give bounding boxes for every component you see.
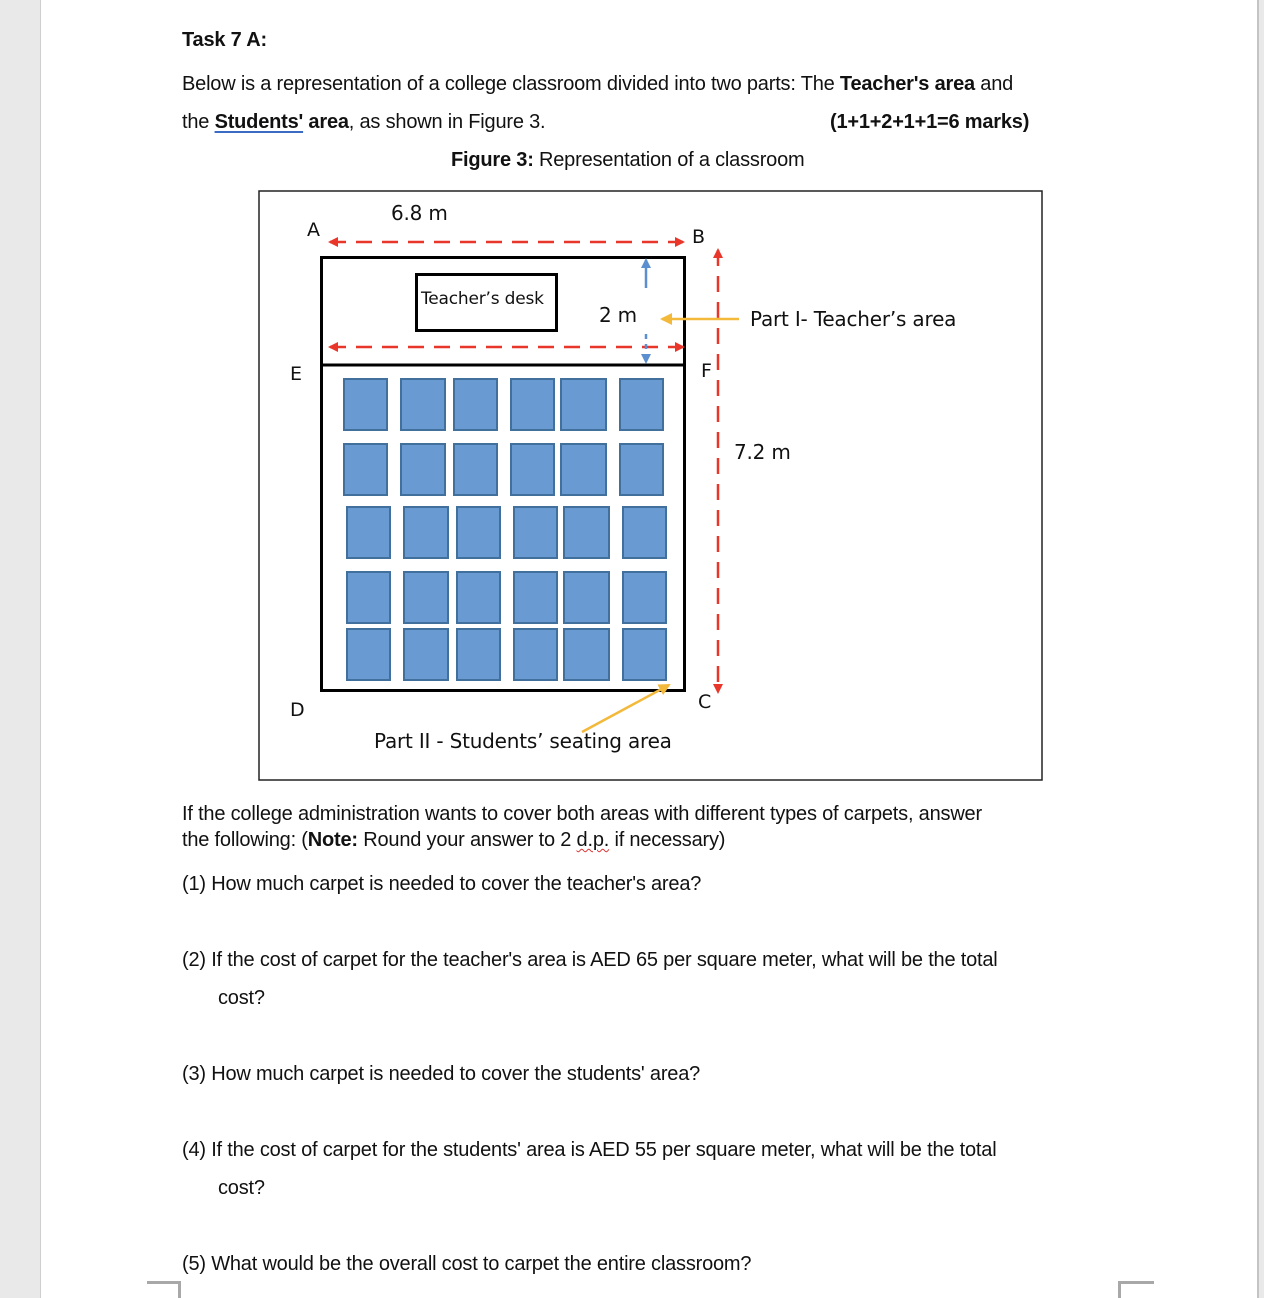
corner-a-label: A: [307, 219, 320, 241]
question-text: What would be the overall cost to carpet the entire classroom?: [211, 1253, 752, 1275]
height-label: 7.2 m: [734, 440, 791, 464]
intro-text: the: [182, 111, 215, 133]
question-4-cont: cost?: [218, 1177, 265, 1199]
question-5: [182, 1253, 751, 1276]
question-text: If the cost of carpet for the students' area is AED 55 per square meter, what will be the total: [211, 1139, 997, 1161]
width-label: 6.8 m: [391, 201, 448, 225]
corner-d-label: D: [290, 699, 305, 721]
point-e-label: E: [290, 363, 302, 385]
margin-corner-right-v: [1118, 1281, 1121, 1298]
instr-text-mid: Round your answer to 2: [357, 829, 577, 851]
corner-c-label: C: [698, 691, 712, 713]
question-3: [182, 1063, 700, 1086]
instr-text-end: if necessary): [609, 829, 726, 851]
intro-text-end: and: [974, 73, 1014, 95]
margin-corner-left-v: [178, 1281, 181, 1298]
part2-label: Part II - Students’ seating area: [374, 729, 672, 753]
question-number: (2): [182, 949, 206, 971]
question-2-cont: cost?: [218, 987, 265, 1009]
spellcheck-word: d.p.: [576, 829, 610, 851]
part1-label: Part I- Teacher’s area: [750, 307, 957, 331]
question-text: If the cost of carpet for the teacher's area is AED 65 per square meter, what will be the total: [211, 949, 998, 971]
question-number: (5): [182, 1253, 206, 1275]
question-2: [182, 949, 998, 972]
task-title: Task 7 A:: [182, 29, 267, 51]
question-number: (3): [182, 1063, 206, 1085]
margin-corner-left-h: [147, 1281, 181, 1284]
teachers-area-term: Teacher's area: [839, 73, 975, 95]
question-text: How much carpet is needed to cover the students' area?: [211, 1063, 701, 1085]
intro-text-end: , as shown in Figure 3.: [348, 111, 546, 133]
margin-corner-right-h: [1118, 1281, 1154, 1284]
instr-text: the following: (: [182, 829, 308, 851]
area-term: area: [303, 111, 349, 133]
intro-text: Below is a representation of a college classroom divided into two parts: The: [182, 73, 840, 95]
students-term: Students': [214, 111, 304, 133]
question-1: [182, 873, 701, 896]
note-label: Note:: [307, 829, 358, 851]
marks-label: (1+1+2+1+1=6 marks): [830, 111, 1030, 133]
figure-number: Figure 3:: [451, 149, 534, 171]
question-4: [182, 1139, 996, 1162]
corner-b-label: B: [692, 226, 705, 248]
teacher-desk-label: Teacher’s desk: [421, 289, 544, 309]
question-text: How much carpet is needed to cover the teacher's area?: [211, 873, 702, 895]
teacher-depth-label: 2 m: [599, 303, 637, 327]
figure-title: Representation of a classroom: [533, 149, 805, 171]
instructions-line-1: If the college administration wants to cover both areas with different types of carpets, answer: [182, 803, 982, 825]
point-f-label: F: [701, 360, 712, 382]
instructions-line-2: [182, 829, 725, 852]
question-number: (1): [182, 873, 206, 895]
question-number: (4): [182, 1139, 206, 1161]
